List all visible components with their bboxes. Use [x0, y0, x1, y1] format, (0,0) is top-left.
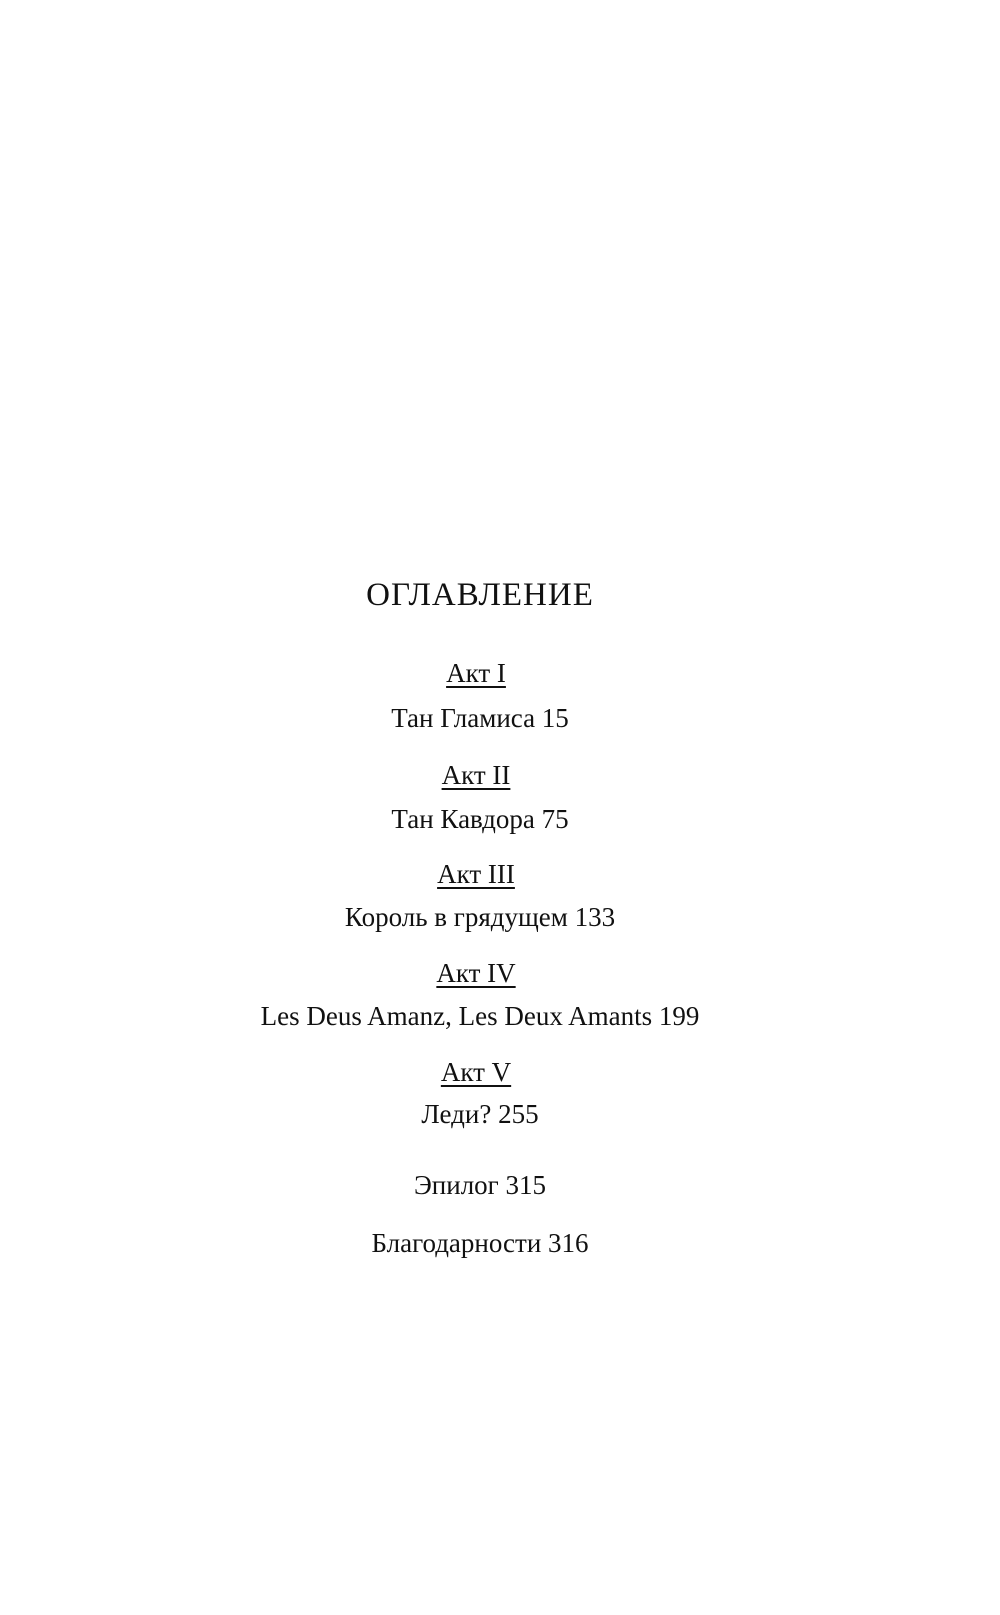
act-5-entry: Леди? 255 [421, 1099, 539, 1129]
epilogue-entry: Эпилог 315 [413, 1170, 547, 1200]
acknowledgements-entry: Благодарности 316 [371, 1228, 589, 1258]
act-3-entry: Король в грядущем 133 [344, 902, 616, 932]
page-title: ОГЛАВЛЕНИЕ [366, 577, 594, 613]
act-1-entry: Тан Гламиса 15 [391, 703, 569, 733]
act-1-heading: Акт I [446, 658, 506, 688]
act-3-heading: Акт III [437, 859, 515, 889]
act-2-entry: Тан Кавдора 75 [391, 804, 569, 834]
act-5-heading: Акт V [440, 1057, 512, 1087]
act-4-entry: Les Deus Amanz, Les Deux Amants 199 [260, 1001, 700, 1031]
act-4-heading: Акт IV [436, 958, 516, 988]
act-2-heading: Акт II [441, 760, 511, 790]
